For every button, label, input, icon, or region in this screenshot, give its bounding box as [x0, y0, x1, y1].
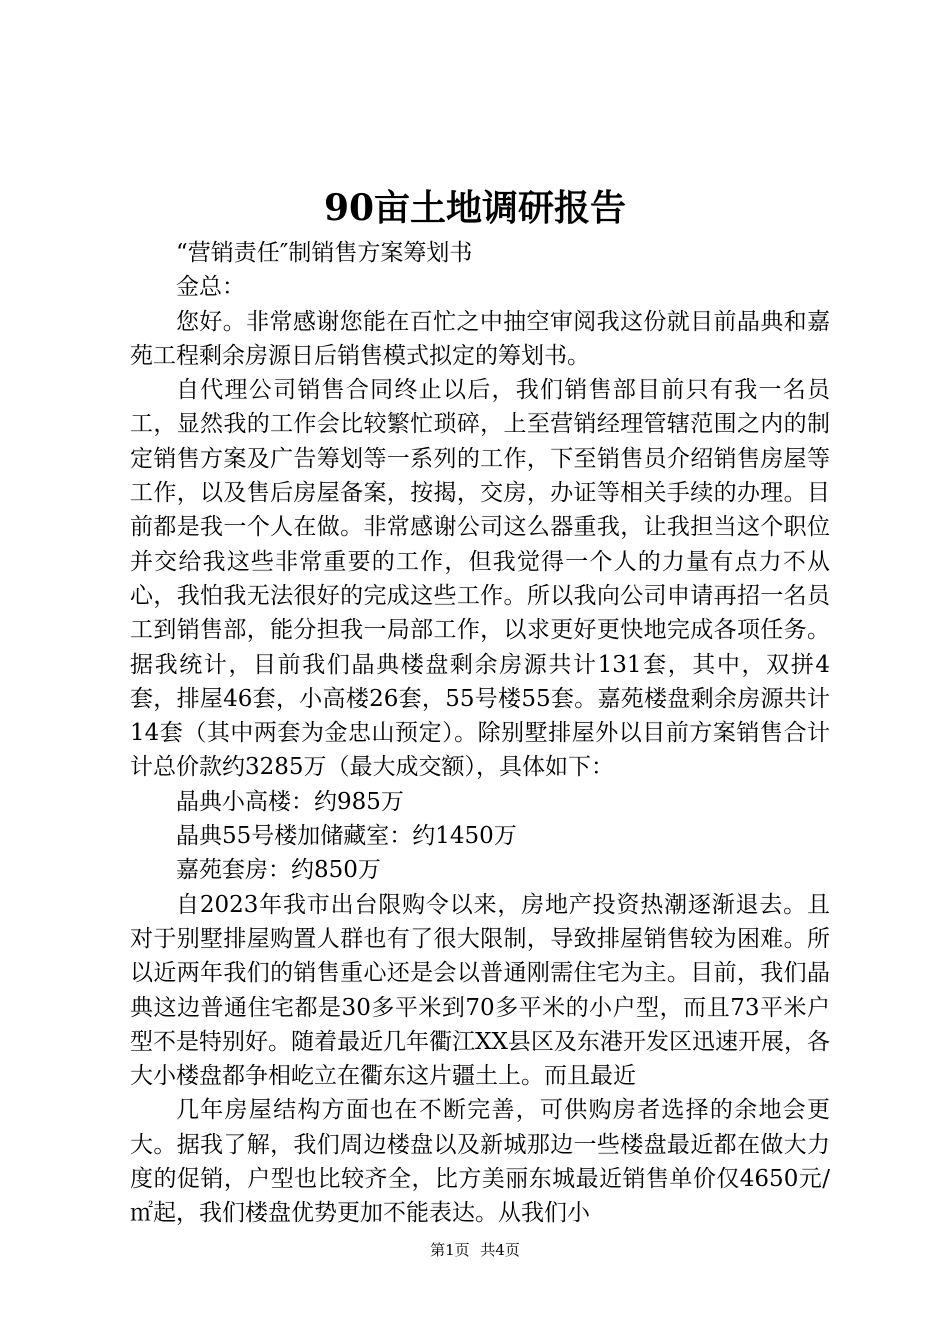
paragraph-item-1: 晶典小高楼：约985万 [176, 788, 404, 815]
paragraph-item-3: 嘉苑套房：约850万 [176, 857, 381, 884]
paragraph-main: 自代理公司销售合同终止以后，我们销售部目前只有我一名员工，显然我的工作会比较繁忙琐碎，上至营销经理管辖范围之内的制定销售方案及广告筹划等一系列的工作，下至销售员介绍销售房屋等工作，以及售后房屋备案，按揭，交房，办证等相关手续的办理。目前都是我一个人在做。非常感谢公司这么器重我，让我担当这个职位并交给我这些非常重要的工作，但我觉得一个人的力量有点力不从心，我怕我无法很好的完成这些工作。所以我向公司申请再招一名员工到销售部，能分担我一局部工作，以求更好更快地完成各项任务。据我统计，目前我们晶典楼盘剩余房源共计131套，其中，双拼4套，排屋46套，小高楼26套，55号楼55套。嘉苑楼盘剩余房源共计14套（其中两套为金忠山预定）。除别墅排屋外以目前方案销售合计计总价款约3285万（最大成交额），具体如下： [130, 377, 830, 781]
page-number: 第1页 [430, 1241, 470, 1259]
paragraph-greeting: 您好。非常感谢您能在百忙之中抽空审阅我这份就目前晶典和嘉苑工程剩余房源日后销售模式拟定的筹划书。 [130, 308, 830, 369]
page-footer [0, 1240, 950, 1260]
paragraph-subtitle: “营销责任″制销售方案筹划书 [176, 240, 473, 266]
paragraph-salutation: 金总： [176, 274, 245, 301]
document-title: 90亩土地调研报告 [323, 187, 627, 229]
paragraph-continuation: 几年房屋结构方面也在不断完善，可供购房者选择的余地会更大。据我了解，我们周边楼盘以及新城那边一些楼盘最近都在做大力度的促销，户型也比较齐全，比方美丽东城最近销售单价仅4650元/㎡起，我们楼盘优势更加不能表达。从我们小 [130, 1097, 830, 1227]
paragraph-item-2: 晶典55号楼加储藏室：约1450万 [176, 823, 517, 850]
page-total: 共4页 [480, 1241, 520, 1259]
paragraph-market: 自2023年我市出台限购令以来，房地产投资热潮逐渐退去。且对于别墅排屋购置人群也有了很大限制，导致排屋销售较为困难。所以近两年我们的销售重心还是会以普通刚需住宅为主。目前，我们晶典这边普通住宅都是30多平米到70多平米的小户型，而且73平米户型不是特别好。随着最近几年衢江XX县区及东港开发区迅速开展，各大小楼盘都争相屹立在衢东这片疆土上。而且最近 [130, 891, 830, 1090]
document-body [130, 236, 830, 1231]
